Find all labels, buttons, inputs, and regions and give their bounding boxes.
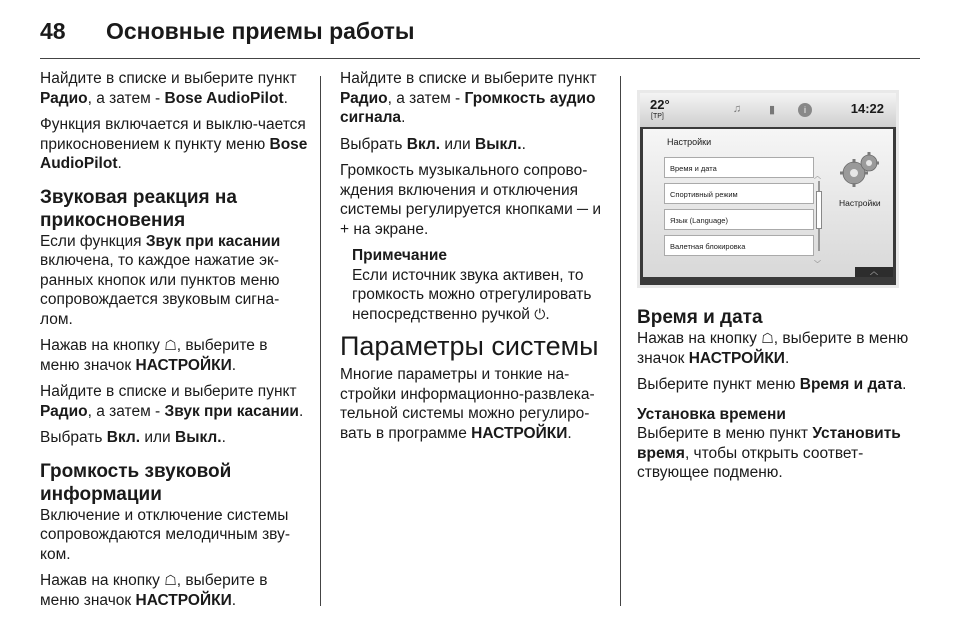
clock-readout: 14:22 xyxy=(850,101,884,116)
column-1 xyxy=(40,69,308,617)
chevron-down-icon[interactable]: ﹀ xyxy=(814,261,821,268)
settings-item-language[interactable]: Язык (Language) xyxy=(664,209,814,230)
temperature-readout: 22° xyxy=(650,97,670,112)
paragraph: Нажав на кнопку ☖, выберите в меню значок НАСТРОЙКИ. xyxy=(637,330,909,367)
column-divider-1 xyxy=(320,76,321,606)
music-note-icon[interactable]: ♫ xyxy=(732,103,742,115)
section-heading: Звуковая реакция на прикосновения xyxy=(40,186,237,231)
paragraph: Функция включается и выклю-чается прикосновением к пункту меню Bose AudioPilot. xyxy=(40,116,308,172)
home-icon: ☖ xyxy=(164,337,177,353)
settings-item-sport-mode[interactable]: Спортивный режим xyxy=(664,183,814,204)
page-title: Основные приемы работы xyxy=(106,18,415,44)
scrollbar[interactable] xyxy=(816,171,822,267)
paragraph: Выберите пункт меню Время и дата. xyxy=(637,376,907,393)
note-text: Если источник звука активен, то громкость можно отрегулировать непосредственно ручкой ⏻. xyxy=(352,266,592,323)
paragraph: Найдите в списке и выберите пункт Радио, а затем - Bose AudioPilot. xyxy=(40,70,297,107)
screen-frame xyxy=(640,93,896,285)
paragraph: Выберите в меню пункт Установить время, чтобы открыть соответ-ствующее подменю. xyxy=(637,425,901,481)
paragraph: Многие параметры и тонкие на-стройки информационно-развлека-тельной системы можно регулиро-вать в программе НАСТРОЙКИ. xyxy=(340,366,595,442)
section-heading-major: Параметры системы xyxy=(340,331,599,361)
chevron-up-icon[interactable]: ︿ xyxy=(814,173,821,180)
section-heading: Громкость звуковой информации xyxy=(40,460,232,505)
settings-item-time-date[interactable]: Время и дата xyxy=(664,157,814,178)
home-icon: ☖ xyxy=(164,572,177,588)
paragraph: Найдите в списке и выберите пункт Радио, а затем - Громкость аудио сигнала. xyxy=(340,70,597,126)
settings-panel xyxy=(643,129,893,277)
subsection-heading: Установка времени xyxy=(637,405,786,423)
page-number: 48 xyxy=(40,18,66,44)
infotainment-screenshot xyxy=(637,90,899,288)
column-divider-2 xyxy=(620,76,621,606)
header-rule xyxy=(40,58,920,59)
column-2 xyxy=(340,69,612,450)
paragraph: Нажав на кнопку ☖, выберите в меню значок НАСТРОЙКИ. xyxy=(40,572,268,609)
note-block xyxy=(340,246,612,324)
note-title: Примечание xyxy=(352,247,447,264)
paragraph: Если функция Звук при касании включена, то каждое нажатие эк-ранных кнопок или пунктов меню сопровождается звуковым сигна-лом. xyxy=(40,232,281,328)
power-knob-icon: ⏻ xyxy=(534,305,546,322)
paragraph: Громкость музыкального сопрово-ждения включения и отключения системы регулируется кнопками ─ и + на экране. xyxy=(340,162,601,238)
home-icon: ☖ xyxy=(761,330,774,346)
page-header xyxy=(40,18,415,45)
phone-icon[interactable]: ▮ xyxy=(768,104,776,116)
plus-icon: + xyxy=(340,220,350,238)
info-icon[interactable]: i xyxy=(798,103,812,117)
paragraph: Нажав на кнопку ☖, выберите в меню значок НАСТРОЙКИ. xyxy=(40,337,268,374)
panel-title: Настройки xyxy=(667,137,712,147)
scroll-thumb[interactable] xyxy=(816,191,822,229)
minus-icon: ─ xyxy=(577,201,589,218)
paragraph: Выбрать Вкл. или Выкл.. xyxy=(340,135,526,153)
gear-icon[interactable] xyxy=(838,149,882,193)
paragraph: Найдите в списке и выберите пункт Радио, а затем - Звук при касании. xyxy=(40,383,304,420)
section-heading: Время и дата xyxy=(637,307,763,328)
status-bar xyxy=(640,93,896,127)
settings-icon-label: Настройки xyxy=(839,198,881,208)
settings-item-valet-lock[interactable]: Валетная блокировка xyxy=(664,235,814,256)
paragraph: Включение и отключение системы сопровождаются мелодичным зву-ком. xyxy=(40,506,290,563)
paragraph: Выбрать Вкл. или Выкл.. xyxy=(40,429,226,446)
chevron-up-icon: ︿ xyxy=(870,267,878,276)
tp-indicator: [TP] xyxy=(651,113,664,120)
column-3 xyxy=(637,306,917,490)
collapse-button[interactable] xyxy=(855,267,893,277)
